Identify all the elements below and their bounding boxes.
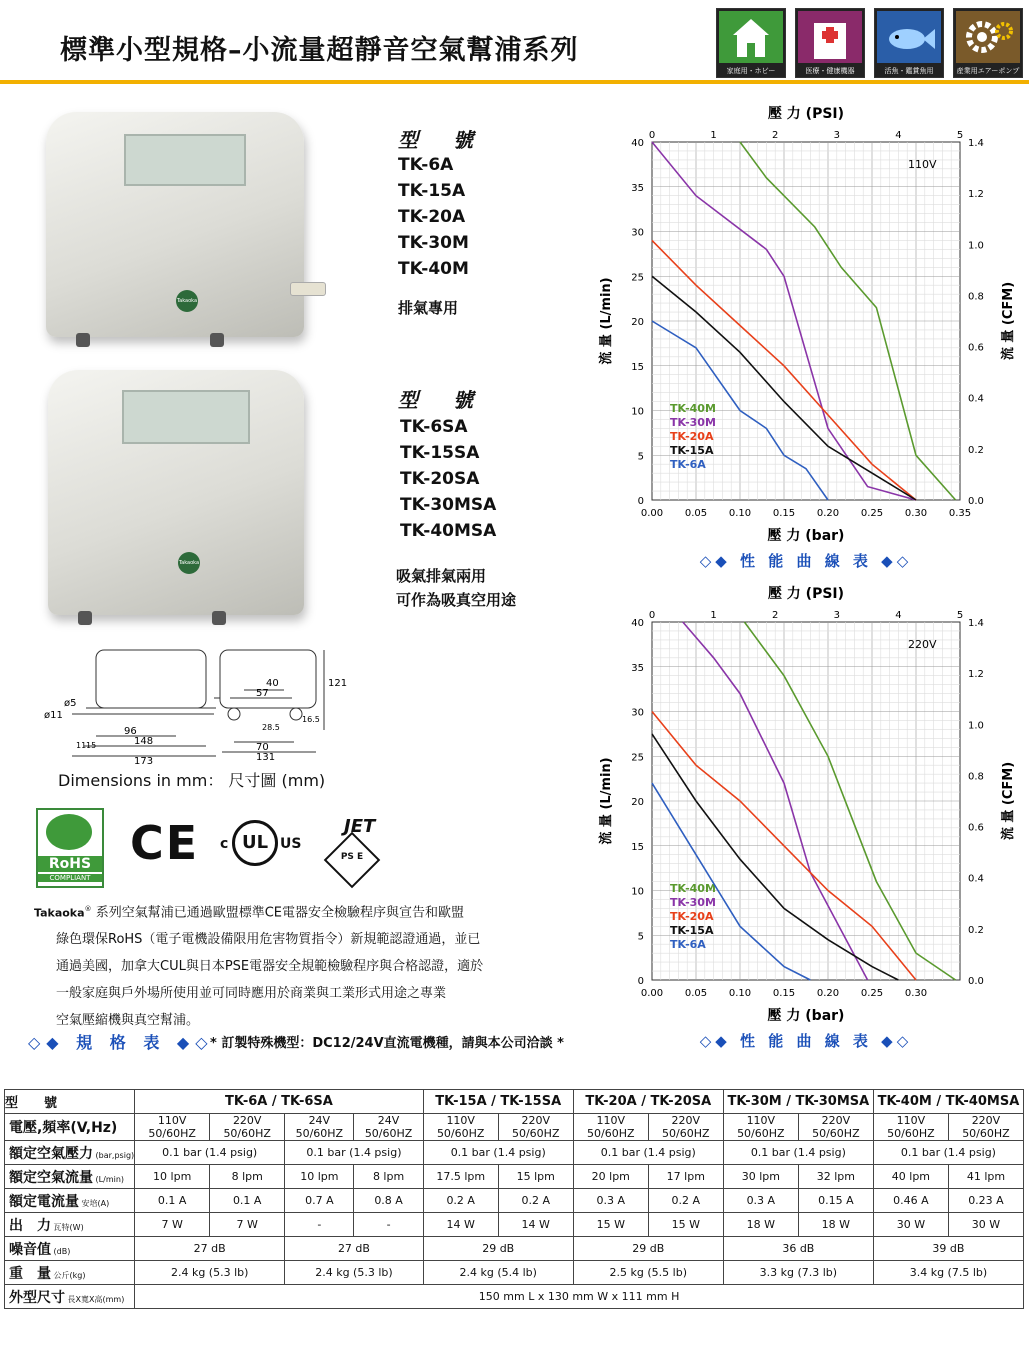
y2-tick-label: 1.2 <box>968 669 984 681</box>
table-cell: 3.3 kg (7.3 lb) <box>723 1261 873 1285</box>
model-name: TK-20SA <box>400 469 480 489</box>
table-cell: 0.1 bar (1.4 psig) <box>135 1141 285 1165</box>
y-tick-label: 0 <box>637 496 644 507</box>
y-axis-title: 流 量 (L/min) <box>599 757 614 845</box>
product-note: 可作為吸真空用途 <box>396 591 517 609</box>
table-cell: 30 W <box>948 1213 1023 1237</box>
y-tick-label: 40 <box>631 138 644 149</box>
pump-image-dual <box>48 370 304 615</box>
dim-label: 70 <box>256 742 269 753</box>
table-cell: 220V 50/60HZ <box>798 1114 873 1141</box>
y-tick-label: 0 <box>637 976 644 987</box>
table-cell: 15 W <box>573 1213 648 1237</box>
x2-tick-label: 0 <box>648 610 656 621</box>
table-row <box>5 1237 1024 1261</box>
table-cell: 0.15 A <box>798 1189 873 1213</box>
hospital-icon <box>798 11 862 63</box>
table-cell: 3.4 kg (7.5 lb) <box>873 1261 1023 1285</box>
cul-c-mark: c <box>220 836 229 852</box>
row-label: 重 量 公斤(kg) <box>5 1261 135 1285</box>
y-tick-label: 10 <box>631 886 644 898</box>
x-tick-label: 0.35 <box>948 508 972 519</box>
x2-tick-label: 2 <box>772 130 779 141</box>
x2-tick-label: 1 <box>710 130 717 141</box>
table-cell: 24V 50/60HZ <box>354 1114 423 1141</box>
y2-tick-label: 0.6 <box>968 342 984 354</box>
product-notes <box>396 564 516 612</box>
table-row <box>5 1189 1024 1213</box>
y-tick-label: 25 <box>631 272 644 284</box>
pump-foot <box>210 333 224 347</box>
x-tick-label: 0.20 <box>816 508 840 519</box>
table-cell: 36 dB <box>723 1237 873 1261</box>
table-row <box>5 1114 1024 1141</box>
table-cell: 110V 50/60HZ <box>423 1114 498 1141</box>
table-cell: 2.4 kg (5.3 lb) <box>135 1261 285 1285</box>
table-row <box>5 1141 1024 1165</box>
y2-tick-label: 1.4 <box>968 618 984 629</box>
y2-tick-label: 1.4 <box>968 138 984 149</box>
row-label: 電壓,頻率(V,Hz) <box>5 1114 135 1141</box>
takaoka-logo: Takaoka <box>176 290 198 312</box>
table-cell: 0.2 A <box>648 1189 723 1213</box>
table-cell: 0.3 A <box>723 1189 798 1213</box>
x2-tick-label: 5 <box>956 610 964 621</box>
dim-label: 40 <box>266 678 279 689</box>
gear-icon <box>956 11 1020 63</box>
pump-window <box>122 390 250 444</box>
y2-tick-label: 0.0 <box>968 496 984 507</box>
legend-entry: TK-6A <box>670 938 706 951</box>
performance-chart-110v <box>590 100 1025 580</box>
table-cell: 0.23 A <box>948 1189 1023 1213</box>
y-tick-label: 20 <box>631 317 644 328</box>
row-label: 出 力 瓦特(W) <box>5 1213 135 1237</box>
house-icon <box>719 11 783 63</box>
title-underline <box>0 80 1029 84</box>
category-industrial <box>953 8 1023 78</box>
x-tick-label: 0.10 <box>728 988 752 999</box>
x2-tick-label: 3 <box>833 610 840 621</box>
dim-label: 148 <box>134 736 154 747</box>
model-list-exhaust <box>398 152 469 282</box>
x-tick-label: 0.00 <box>640 508 664 519</box>
y2-axis-title: 流 量 (CFM) <box>1001 281 1016 361</box>
table-cell: 24V 50/60HZ <box>285 1114 354 1141</box>
spec-table <box>4 1089 1024 1309</box>
table-header-row <box>5 1090 1024 1114</box>
y2-tick-label: 0.4 <box>968 393 984 405</box>
dim-label: 11 <box>76 741 87 750</box>
y2-tick-label: 1.2 <box>968 189 984 201</box>
table-cell: 10 lpm <box>135 1165 210 1189</box>
x2-tick-label: 4 <box>895 610 902 621</box>
y-tick-label: 5 <box>637 451 644 463</box>
product-note: 排氣專用 <box>398 299 459 317</box>
x-tick-label: 0.25 <box>860 988 884 999</box>
table-header-cell: TK-20A / TK-20SA <box>573 1090 723 1114</box>
description <box>34 896 594 1034</box>
legend-entry: TK-40M <box>670 402 716 415</box>
x-tick-label: 0.05 <box>684 988 708 999</box>
y2-tick-label: 0.2 <box>968 444 984 456</box>
description-line: 綠色環保RoHS（電子電機設備限用危害物質指令）新規範認證通過，並已 <box>56 932 481 948</box>
table-cell: 30 W <box>873 1213 948 1237</box>
table-header-cell: TK-30M / TK-30MSA <box>723 1090 873 1114</box>
y2-tick-label: 1.0 <box>968 720 984 732</box>
table-cell: 39 dB <box>873 1237 1023 1261</box>
dim-label: ø5 <box>64 698 77 709</box>
category-aquarium <box>874 8 944 78</box>
table-cell: 15 lpm <box>498 1165 573 1189</box>
pump-foot <box>212 611 226 625</box>
table-cell: 150 mm L x 130 mm W x 111 mm H <box>135 1285 1024 1309</box>
y-axis-title: 流 量 (L/min) <box>599 277 614 365</box>
dim-label: 131 <box>256 752 276 763</box>
table-cell: 0.1 bar (1.4 psig) <box>285 1141 423 1165</box>
x2-tick-label: 3 <box>833 130 840 141</box>
table-cell: 0.1 bar (1.4 psig) <box>873 1141 1023 1165</box>
table-cell: 17 lpm <box>648 1165 723 1189</box>
table-cell: 0.1 bar (1.4 psig) <box>573 1141 723 1165</box>
dim-label: 173 <box>134 756 154 767</box>
dim-label: 96 <box>124 726 137 737</box>
table-row <box>5 1165 1024 1189</box>
x-tick-label: 0.05 <box>684 508 708 519</box>
table-cell: 220V 50/60HZ <box>498 1114 573 1141</box>
pse-mark: PS E <box>340 852 364 862</box>
legend-entry: TK-15A <box>670 924 714 937</box>
model-list-dual <box>400 414 496 544</box>
table-cell: 41 lpm <box>948 1165 1023 1189</box>
table-cell: 18 W <box>798 1213 873 1237</box>
chart-footer-title: ◇◆ 性 能 曲 線 表 ◆◇ <box>699 1032 913 1050</box>
description-line: Takaoka® 系列空氣幫浦已通過歐盟標準CE電器安全檢驗程序與宣告和歐盟 <box>34 905 464 921</box>
x2-tick-label: 4 <box>895 130 902 141</box>
y2-tick-label: 0.8 <box>968 771 984 783</box>
table-cell: 110V 50/60HZ <box>873 1114 948 1141</box>
x-tick-label: 0.25 <box>860 508 884 519</box>
chart-footer-title: ◇◆ 性 能 曲 線 表 ◆◇ <box>699 552 913 570</box>
ul-mark: UL <box>232 820 278 866</box>
x-axis-title: 壓 力 (bar) <box>767 1008 845 1024</box>
pump-window <box>124 134 246 186</box>
x2-tick-label: 2 <box>772 610 779 621</box>
y-tick-label: 40 <box>631 618 644 629</box>
row-label: 外型尺寸 長X寬X高(mm) <box>5 1285 135 1309</box>
model-name: TK-40MSA <box>400 521 497 541</box>
y-tick-label: 10 <box>631 406 644 418</box>
category-home-hobby <box>716 8 786 78</box>
y-tick-label: 35 <box>631 182 644 194</box>
x-tick-label: 0.15 <box>772 988 796 999</box>
table-cell: 30 lpm <box>723 1165 798 1189</box>
row-label: 額定空氣壓力 (bar,psig) <box>5 1141 135 1165</box>
model-name: TK-6SA <box>400 417 468 437</box>
model-name: TK-15A <box>398 181 466 201</box>
x-axis-title: 壓 力 (bar) <box>767 528 845 544</box>
table-cell: 0.46 A <box>873 1189 948 1213</box>
model-name: TK-30MSA <box>400 495 497 515</box>
spec-section-title: ◇◆ 規 格 表 ◆◇ <box>28 1033 214 1052</box>
ce-mark: CE <box>130 816 200 870</box>
table-cell: 20 lpm <box>573 1165 648 1189</box>
category-label: 活魚・鑑賞魚用 <box>884 67 934 75</box>
y2-axis-title: 流 量 (CFM) <box>1001 761 1016 841</box>
legend-entry: TK-6A <box>670 458 706 471</box>
table-cell: 0.1 bar (1.4 psig) <box>423 1141 573 1165</box>
legend-entry: TK-30M <box>670 416 716 429</box>
side-view-outline <box>96 650 206 708</box>
dimensions-caption: Dimensions in mm： 尺寸圖 (mm) <box>58 771 326 790</box>
x2-axis-title: 壓 力 (PSI) <box>767 586 845 602</box>
model-name: TK-30M <box>398 233 469 253</box>
y2-tick-label: 0.0 <box>968 976 984 987</box>
table-cell: 7 W <box>135 1213 210 1237</box>
legend-entry: TK-15A <box>670 444 714 457</box>
y-tick-label: 30 <box>631 227 644 239</box>
table-cell: 8 lpm <box>354 1165 423 1189</box>
table-cell: 0.2 A <box>423 1189 498 1213</box>
table-cell: 14 W <box>498 1213 573 1237</box>
rohs-badge: RoHS COMPLIANT <box>36 808 104 888</box>
pump-foot <box>78 611 92 625</box>
table-header-cell: TK-15A / TK-15SA <box>423 1090 573 1114</box>
table-cell: 17.5 lpm <box>423 1165 498 1189</box>
table-cell: 27 dB <box>285 1237 423 1261</box>
y2-tick-label: 1.0 <box>968 240 984 252</box>
x-tick-label: 0.30 <box>904 508 928 519</box>
table-header-cell: TK-6A / TK-6SA <box>135 1090 424 1114</box>
y-tick-label: 5 <box>637 931 644 943</box>
table-cell: 14 W <box>423 1213 498 1237</box>
table-cell: 220V 50/60HZ <box>210 1114 285 1141</box>
voltage-annotation: 220V <box>908 638 937 651</box>
dim-label: 28.5 <box>262 723 280 732</box>
table-cell: 0.2 A <box>498 1189 573 1213</box>
x-tick-label: 0.30 <box>904 988 928 999</box>
globe-icon <box>46 814 92 850</box>
table-cell: 18 W <box>723 1213 798 1237</box>
legend-entry: TK-20A <box>670 430 714 443</box>
row-label: 額定空氣流量 (L/min) <box>5 1165 135 1189</box>
category-label: 家庭用・ホビー <box>726 67 776 75</box>
x2-tick-label: 5 <box>956 130 964 141</box>
table-cell: 40 lpm <box>873 1165 948 1189</box>
y2-tick-label: 0.6 <box>968 822 984 834</box>
table-cell: 220V 50/60HZ <box>648 1114 723 1141</box>
x-tick-label: 0.10 <box>728 508 752 519</box>
table-cell: 0.3 A <box>573 1189 648 1213</box>
takaoka-logo: Takaoka <box>178 552 200 574</box>
table-cell: 27 dB <box>135 1237 285 1261</box>
y-tick-label: 15 <box>631 841 644 853</box>
fish-icon <box>877 11 941 63</box>
category-label: 医療・健康機器 <box>805 67 855 75</box>
table-cell: 110V 50/60HZ <box>135 1114 210 1141</box>
table-cell: 110V 50/60HZ <box>573 1114 648 1141</box>
y-tick-label: 30 <box>631 707 644 719</box>
product-note: 吸氣排氣兩用 <box>396 567 487 585</box>
y-tick-label: 15 <box>631 361 644 373</box>
y2-tick-label: 0.4 <box>968 873 984 885</box>
table-cell: 110V 50/60HZ <box>723 1114 798 1141</box>
dim-label: 57 <box>256 688 269 699</box>
table-cell: 8 lpm <box>210 1165 285 1189</box>
table-cell: 0.1 bar (1.4 psig) <box>723 1141 873 1165</box>
air-outlet-nozzle <box>290 282 326 296</box>
voltage-annotation: 110V <box>908 158 937 171</box>
model-name: TK-6A <box>398 155 454 175</box>
x2-tick-label: 1 <box>710 610 717 621</box>
table-cell: 0.1 A <box>210 1189 285 1213</box>
y-tick-label: 20 <box>631 797 644 808</box>
model-heading: 型 號 <box>398 128 487 152</box>
legend-entry: TK-40M <box>670 882 716 895</box>
cul-us-mark: US <box>280 836 302 852</box>
dimension-drawing <box>34 640 354 770</box>
x2-axis-title: 壓 力 (PSI) <box>767 106 845 122</box>
description-line: 通過美國，加拿大CUL與日本PSE電器安全規範檢驗程序與合格認證，適於 <box>56 959 484 975</box>
row-label: 額定電流量 安培(A) <box>5 1189 135 1213</box>
table-cell: 29 dB <box>573 1237 723 1261</box>
model-name: TK-20A <box>398 207 466 227</box>
dim-label: 121 <box>328 678 348 689</box>
y2-tick-label: 0.2 <box>968 924 984 936</box>
table-cell: 2.4 kg (5.3 lb) <box>285 1261 423 1285</box>
table-cell: 2.4 kg (5.4 lb) <box>423 1261 573 1285</box>
row-label: 噪音值 (dB) <box>5 1237 135 1261</box>
page-title: 標準小型規格–小流量超靜音空氣幫浦系列 <box>60 35 579 66</box>
y-tick-label: 35 <box>631 662 644 674</box>
category-medical <box>795 8 865 78</box>
table-cell: 32 lpm <box>798 1165 873 1189</box>
y-tick-label: 25 <box>631 752 644 764</box>
x-tick-label: 0.20 <box>816 988 840 999</box>
table-header-cell: TK-40M / TK-40MSA <box>873 1090 1023 1114</box>
table-cell: 2.5 kg (5.5 lb) <box>573 1261 723 1285</box>
table-header-cell: 型 號 <box>5 1090 135 1114</box>
table-cell: 29 dB <box>423 1237 573 1261</box>
x2-tick-label: 0 <box>648 130 656 141</box>
table-cell: 10 lpm <box>285 1165 354 1189</box>
jet-mark: JET <box>344 816 376 837</box>
brand-name: Takaoka <box>34 906 85 920</box>
table-cell: 0.1 A <box>135 1189 210 1213</box>
x-tick-label: 0.15 <box>772 508 796 519</box>
table-cell: 220V 50/60HZ <box>948 1114 1023 1141</box>
table-row <box>5 1261 1024 1285</box>
category-label: 産業用エアーポンプ <box>956 67 1020 75</box>
description-line: 空氣壓縮機與真空幫浦。 <box>56 1013 200 1029</box>
spec-note: * 訂製特殊機型：DC12/24V直流電機種，請與本公司洽談 * <box>210 1036 564 1051</box>
model-heading: 型 號 <box>398 388 487 412</box>
table-cell: - <box>354 1213 423 1237</box>
dim-label: 16.5 <box>302 715 320 724</box>
model-name: TK-15SA <box>400 443 480 463</box>
legend-entry: TK-20A <box>670 910 714 923</box>
table-cell: 0.8 A <box>354 1189 423 1213</box>
dim-label: ø11 <box>44 710 63 721</box>
table-row <box>5 1213 1024 1237</box>
table-row <box>5 1285 1024 1309</box>
table-cell: 0.7 A <box>285 1189 354 1213</box>
performance-chart-220v <box>590 580 1025 1060</box>
y2-tick-label: 0.8 <box>968 291 984 303</box>
x-tick-label: 0.00 <box>640 988 664 999</box>
table-cell: - <box>285 1213 354 1237</box>
pump-image-exhaust <box>46 112 304 337</box>
dim-label: 15 <box>86 741 97 750</box>
description-line: 一般家庭與戶外場所使用並可同時應用於商業與工業形式用途之專業 <box>56 986 447 1002</box>
model-name: TK-40M <box>398 259 469 279</box>
table-cell: 15 W <box>648 1213 723 1237</box>
pump-foot <box>76 333 90 347</box>
table-cell: 7 W <box>210 1213 285 1237</box>
legend-entry: TK-30M <box>670 896 716 909</box>
